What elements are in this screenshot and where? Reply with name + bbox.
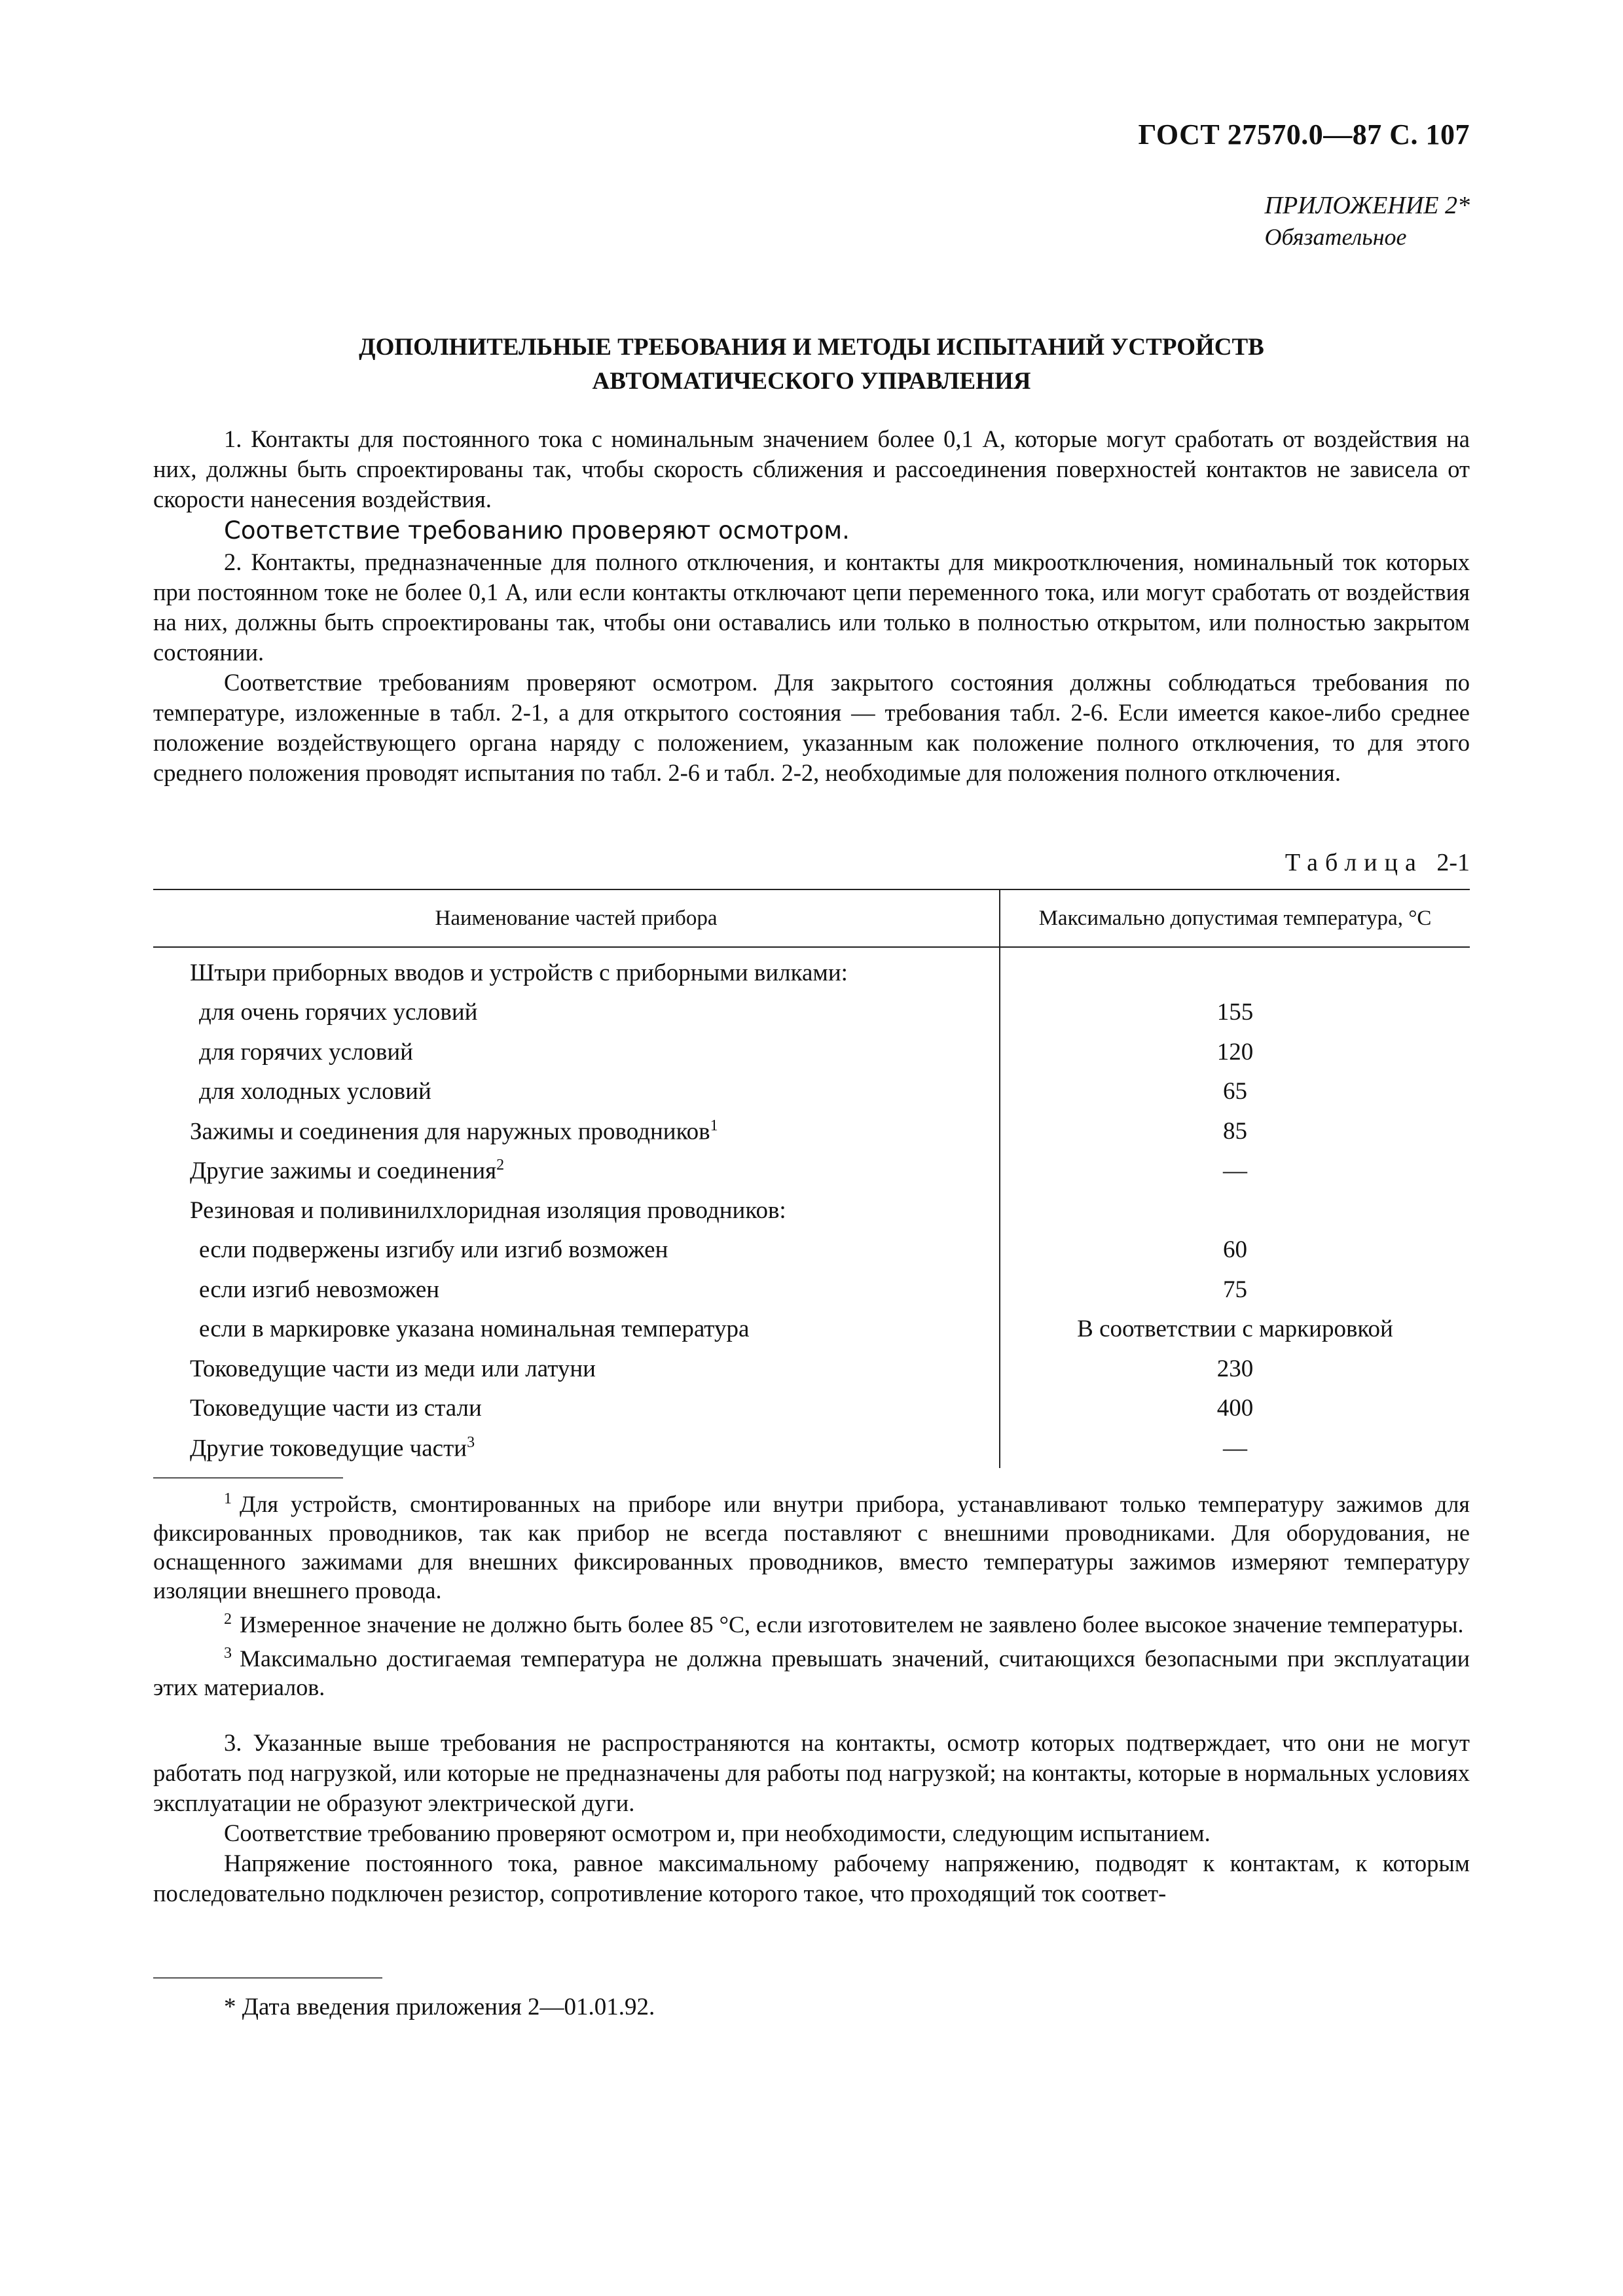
footnote-text: Измеренное значение не должно быть более 85 °С, если изготовителем не заявлено более высокое значение температуры. <box>240 1611 1464 1638</box>
introduction-date-note: * Дата введения приложения 2—01.01.92. <box>224 1994 655 2020</box>
table-cell-value: 400 <box>1216 1395 1254 1422</box>
table-cell-name-with-footnote <box>153 1151 1000 1191</box>
section-title-line-1: ДОПОЛНИТЕЛЬНЫЕ ТРЕБОВАНИЯ И МЕТОДЫ ИСПЫТАНИЙ УСТРОЙСТВ <box>359 334 1264 361</box>
table-cell-name: для горячих условий <box>153 1032 1000 1072</box>
footnote-ref: 1 <box>710 1117 718 1134</box>
table-caption <box>1285 848 1470 877</box>
table-cell-name: Токоведущие части из меди или латуни <box>153 1349 1000 1389</box>
table-header-row <box>153 889 1470 947</box>
table-cell-value <box>1000 947 1470 993</box>
table-cell-value: 230 <box>1216 1355 1254 1382</box>
standard-page-header: ГОСТ 27570.0—87 С. 107 <box>1138 118 1470 151</box>
footnote-mark: 2 <box>224 1611 232 1628</box>
table-row <box>153 1072 1470 1112</box>
temperature-table <box>153 889 1470 1468</box>
table-row <box>153 1111 1470 1151</box>
table-cell-name: если изгиб невозможен <box>153 1270 1000 1310</box>
table-row <box>153 1349 1470 1389</box>
table-caption-word: Таблица <box>1285 849 1423 876</box>
appendix-number: ПРИЛОЖЕНИЕ 2* <box>1264 192 1470 219</box>
table-cell-value: 65 <box>1223 1078 1247 1105</box>
section-title-line-2: АВТОМАТИЧЕСКОГО УПРАВЛЕНИЯ <box>592 368 1031 395</box>
paragraph-2: Соответствие требованию проверяют осмотром. <box>224 516 850 545</box>
table-cell-name-with-footnote <box>153 1111 1000 1151</box>
footnote-text: Максимально достигаемая температура не должна превышать значений, считающихся безопасными при эксплуатации этих материалов. <box>153 1645 1470 1700</box>
table-cell-value: 60 <box>1223 1236 1247 1264</box>
table-caption-number: 2-1 <box>1436 849 1470 876</box>
paragraph-1: 1. Контакты для постоянного тока с номинальным значением более 0,1 А, которые могут сработать от воздействия на них, должны быть спроектированы так, чтобы скорость сближения и рассоединения поверхностей контактов не зависела от скорости нанесения воздействия. <box>153 425 1470 512</box>
table-cell-name: Резиновая и поливинилхлоридная изоляция проводников: <box>153 1191 1000 1230</box>
paragraph-3: 2. Контакты, предназначенные для полного отключения, и контакты для микроотключения, номинальный ток которых при постоянном токе не более 0,1 А, или если контакты отключают цепи переменного тока, или могут сработать от воздействия на них, должны быть спроектированы так, чтобы они оставались или только в полностью открытом, или полностью закрытом состоянии. <box>153 548 1470 666</box>
table-row <box>153 1230 1470 1270</box>
table-cell-name: если в маркировке указана номинальная температура <box>153 1310 1000 1350</box>
table-row <box>153 1270 1470 1310</box>
section-title <box>153 331 1470 399</box>
table-cell-value: 120 <box>1216 1038 1254 1066</box>
table-cell-name: для холодных условий <box>153 1072 1000 1112</box>
table-cell-value: — <box>1223 1157 1247 1185</box>
footnote-mark: 1 <box>224 1490 232 1507</box>
table-header-part-name: Наименование частей прибора <box>153 889 1000 947</box>
table-cell-value: 75 <box>1223 1276 1247 1303</box>
table-footnotes <box>153 1484 1470 1702</box>
table-cell-value: — <box>1223 1434 1247 1462</box>
table-cell-name: Токоведущие части из стали <box>153 1389 1000 1429</box>
table-cell-name: Другие зажимы и соединения <box>190 1157 497 1185</box>
paragraph-6: Соответствие требованию проверяют осмотром и, при необходимости, следующим испытанием. <box>224 1820 1211 1846</box>
table-row <box>153 993 1470 1033</box>
table-header-max-temperature: Максимально допустимая температура, °С <box>1000 889 1470 947</box>
table-row <box>153 1151 1470 1191</box>
table-cell-name: если подвержены изгибу или изгиб возможен <box>153 1230 1000 1270</box>
appendix-status: Обязательное <box>1264 224 1407 250</box>
footnote-ref: 3 <box>467 1433 475 1451</box>
footnote-mark: 3 <box>224 1645 232 1662</box>
paragraph-7: Напряжение постоянного тока, равное максимальному рабочему напряжению, подводят к контактам, к которым последовательно подключен резистор, сопротивление которого такое, что проходящий ток соответ- <box>153 1850 1470 1907</box>
body-text-block-2 <box>153 1728 1470 1909</box>
footnote-divider <box>153 1477 343 1479</box>
table-cell-value <box>1000 1191 1470 1230</box>
page-footnote-divider <box>153 1977 382 1979</box>
footnote-text: Для устройств, смонтированных на приборе или внутри прибора, устанавливают только температуру зажимов для фиксированных проводников, так как прибор не всегда поставляют с внешними проводниками. Для оборудования, не оснащенного зажимами для внешних фиксированных проводников, вместо температуры зажимов измеряют температуру изоляции внешнего провода. <box>153 1491 1470 1604</box>
table-cell-value: В соответствии с маркировкой <box>1077 1316 1393 1343</box>
table-cell-name-with-footnote <box>153 1428 1000 1468</box>
table-row <box>153 1428 1470 1468</box>
table-row <box>153 1310 1470 1350</box>
table-cell-value: 85 <box>1223 1117 1247 1145</box>
footnote-3 <box>153 1639 1470 1702</box>
paragraph-4: Соответствие требованиям проверяют осмотром. Для закрытого состояния должны соблюдаться требования по температуре, изложенные в табл. 2-1, а для открытого состояния — требования табл. 2-6. Если имеется какое-либо среднее положение воздействующего органа наряду с положением, указанным как положение полного отключения, то для этого среднего положения проводят испытания по табл. 2-6 и табл. 2-2, необходимые для положения полного отключения. <box>153 669 1470 786</box>
footnote-1 <box>153 1484 1470 1605</box>
table-row <box>153 1032 1470 1072</box>
appendix-label <box>1265 190 1470 253</box>
table-row <box>153 1191 1470 1230</box>
paragraph-5: 3. Указанные выше требования не распространяются на контакты, осмотр которых подтверждает, что они не могут работать под нагрузкой, или которые не предназначены для работы под нагрузкой; на контакты, которые в нормальных условиях эксплуатации не образуют электрической дуги. <box>153 1729 1470 1816</box>
table-cell-name: Другие токоведущие части <box>190 1434 467 1462</box>
body-text-block-1 <box>153 424 1470 788</box>
table-cell-name: Зажимы и соединения для наружных проводников <box>190 1117 710 1145</box>
table-row <box>153 947 1470 993</box>
table-cell-name: для очень горячих условий <box>153 993 1000 1033</box>
footnote-2 <box>153 1605 1470 1639</box>
table-cell-value: 155 <box>1216 999 1254 1026</box>
table-row <box>153 1389 1470 1429</box>
footnote-ref: 2 <box>496 1157 505 1174</box>
table-cell-name: Штыри приборных вводов и устройств с приборными вилками: <box>153 947 1000 993</box>
